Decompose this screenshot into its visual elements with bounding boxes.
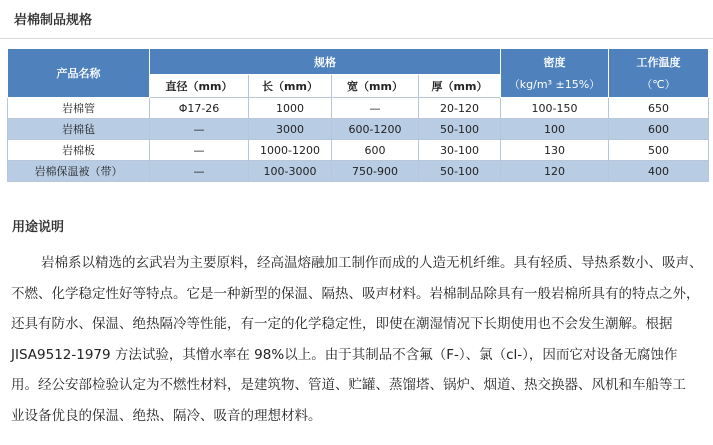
paragraph-line: 岩棉系以精选的玄武岩为主要原料，经高温熔融加工制作而成的人造无机纤维。具有轻质、导热系数小、吸声、 bbox=[41, 255, 703, 271]
page-title: 岩棉制品规格 bbox=[14, 13, 93, 28]
cell-thickness: 20-120 bbox=[419, 98, 501, 119]
cell-length: 3000 bbox=[249, 119, 332, 140]
cell-width: 600-1200 bbox=[332, 119, 419, 140]
cell-density: 100 bbox=[501, 119, 609, 140]
cell-diameter: — bbox=[150, 140, 249, 161]
table-row bbox=[8, 161, 709, 182]
table-row bbox=[8, 98, 709, 119]
header-temp-unit: （℃） bbox=[641, 78, 676, 91]
cell-temp: 500 bbox=[609, 140, 709, 161]
header-density-unit: （kg/m³ ±15%） bbox=[508, 78, 601, 91]
header-density-label: 密度 bbox=[543, 56, 566, 69]
cell-thickness: 30-100 bbox=[419, 140, 501, 161]
title-bar bbox=[0, 0, 713, 39]
cell-name: 岩棉板 bbox=[8, 140, 150, 161]
cell-width: 600 bbox=[332, 140, 419, 161]
table-row bbox=[8, 119, 709, 140]
header-temp-label: 工作温度 bbox=[636, 56, 681, 69]
usage-paragraph bbox=[11, 248, 711, 431]
cell-width: 750-900 bbox=[332, 161, 419, 182]
header-thickness: 厚（mm） bbox=[419, 75, 501, 98]
cell-name: 岩棉毡 bbox=[8, 119, 150, 140]
cell-density: 120 bbox=[501, 161, 609, 182]
header-temp bbox=[609, 49, 709, 98]
header-length: 长（mm） bbox=[249, 75, 332, 98]
cell-name: 岩棉保温被（带） bbox=[8, 161, 150, 182]
paragraph-line: 不燃、化学稳定性好等特点。它是一种新型的保温、隔热、吸声材料。岩棉制品除具有一般岩棉所具有的特点之外， bbox=[11, 285, 700, 302]
header-diameter: 直径（mm） bbox=[150, 75, 249, 98]
header-spec: 规格 bbox=[150, 49, 501, 75]
cell-length: 100-3000 bbox=[249, 161, 332, 182]
paragraph-line: 业设备优良的保温、绝热、隔冷、吸音的理想材料。 bbox=[11, 407, 322, 424]
cell-width: — bbox=[332, 98, 419, 119]
cell-diameter: — bbox=[150, 161, 249, 182]
header-density bbox=[501, 49, 609, 98]
cell-density: 100-150 bbox=[501, 98, 609, 119]
cell-length: 1000 bbox=[249, 98, 332, 119]
paragraph-line: JISA9512-1979 方法试验，其憎水率在 98%以上。由于其制品不含氟（F-）、氯（cl-），因而它对设备无腐蚀作 bbox=[11, 346, 678, 363]
table-row bbox=[8, 140, 709, 161]
paragraph-line: 还具有防水、保温、绝热隔冷等性能，有一定的化学稳定性，即使在潮湿情况下长期使用也不会发生潮解。根据 bbox=[11, 316, 673, 332]
cell-length: 1000-1200 bbox=[249, 140, 332, 161]
cell-temp: 400 bbox=[609, 161, 709, 182]
cell-temp: 650 bbox=[609, 98, 709, 119]
cell-diameter: — bbox=[150, 119, 249, 140]
paragraph-line: 用。经公安部检验认定为不燃性材料，是建筑物、管道、贮罐、蒸馏塔、锅炉、烟道、热交换器、风机和车船等工 bbox=[11, 377, 686, 393]
spec-table bbox=[7, 48, 709, 182]
header-width: 宽（mm） bbox=[332, 75, 419, 98]
cell-thickness: 50-100 bbox=[419, 119, 501, 140]
header-product: 产品名称 bbox=[8, 49, 150, 98]
cell-thickness: 50-100 bbox=[419, 161, 501, 182]
cell-diameter: Φ17-26 bbox=[150, 98, 249, 119]
usage-heading: 用途说明 bbox=[12, 220, 65, 235]
cell-name: 岩棉管 bbox=[8, 98, 150, 119]
cell-density: 130 bbox=[501, 140, 609, 161]
cell-temp: 600 bbox=[609, 119, 709, 140]
